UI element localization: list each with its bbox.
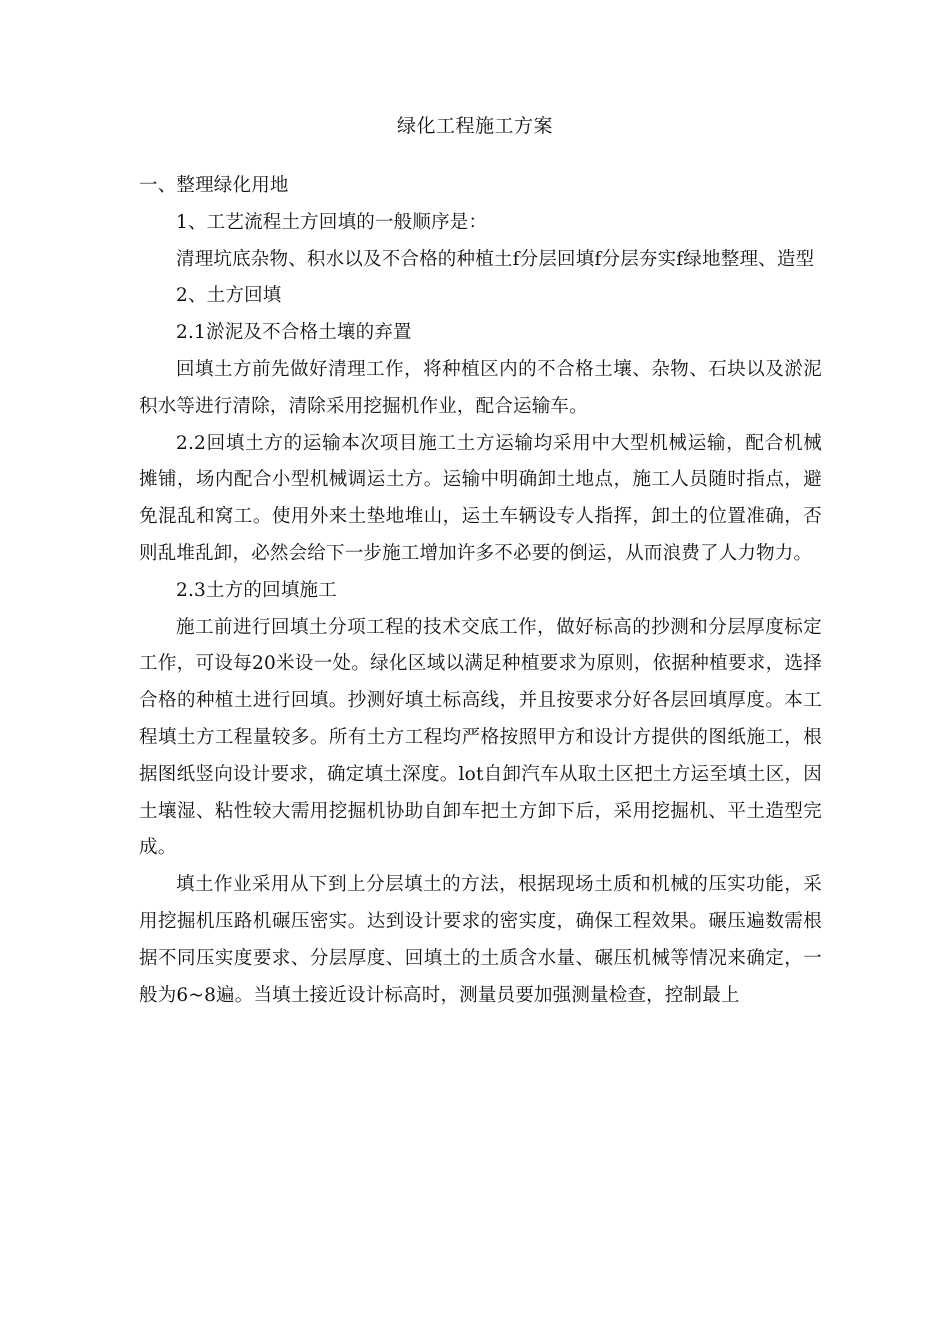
paragraph-transport: 2.2回填土方的运输本次项目施工土方运输均采用中大型机械运输，配合机械摊铺，场内配合小型机械调运土方。运输中明确卸土地点，施工人员随时指点，避免混乱和窝工。使用外来土垫地堆山，运土车辆设专人指挥，卸土的位置准确，否则乱堆乱卸，必然会给下一步施工增加许多不必要的倒运，从而浪费了人力物力。	[139, 432, 822, 564]
subheading-2-3: 2.3土方的回填施工	[176, 579, 337, 601]
document-body	[139, 168, 822, 1014]
paragraph-process-flow: 清理坑底杂物、积水以及不合格的种植土f分层回填f分层夯实f绿地整理、造型	[176, 248, 815, 270]
paragraph-clearing: 回填土方前先做好清理工作，将种植区内的不合格土壤、杂物、石块以及淤泥积水等进行清除，清除采用挖掘机作业，配合运输车。	[139, 358, 822, 417]
document-title: 绿化工程施工方案	[396, 115, 553, 137]
subheading-process: 1、工艺流程土方回填的一般顺序是：	[176, 211, 488, 233]
subheading-backfill: 2、土方回填	[176, 285, 282, 307]
subheading-2-1: 2.1淤泥及不合格土壤的弃置	[176, 322, 412, 344]
paragraph-backfill-construction: 施工前进行回填土分项工程的技术交底工作，做好标高的抄测和分层厚度标定工作，可设每20米设一处。绿化区域以满足种植要求为原则，依据种植要求，选择合格的种植土进行回填。抄测好填土标高线，并且按要求分好各层回填厚度。本工程填土方工程量较多。所有土方工程均严格按照甲方和设计方提供的图纸施工，根据图纸竖向设计要求，确定填土深度。lot自卸汽车从取土区把土方运至填土区，因土壤湿、粘性较大需用挖掘机协助自卸车把土方卸下后，采用挖掘机、平土造型完成。	[139, 616, 822, 859]
paragraph-layered-filling: 填土作业采用从下到上分层填土的方法，根据现场土质和机械的压实功能，采用挖掘机压路机碾压密实。达到设计要求的密实度，确保工程效果。碾压遍数需根据不同压实度要求、分层厚度、回填土的土质含水量、碾压机械等情况来确定，一般为6~8遍。当填土接近设计标高时，测量员要加强测量检查，控制最上	[139, 874, 822, 1006]
section-heading-1: 一、整理绿化用地	[139, 175, 289, 196]
